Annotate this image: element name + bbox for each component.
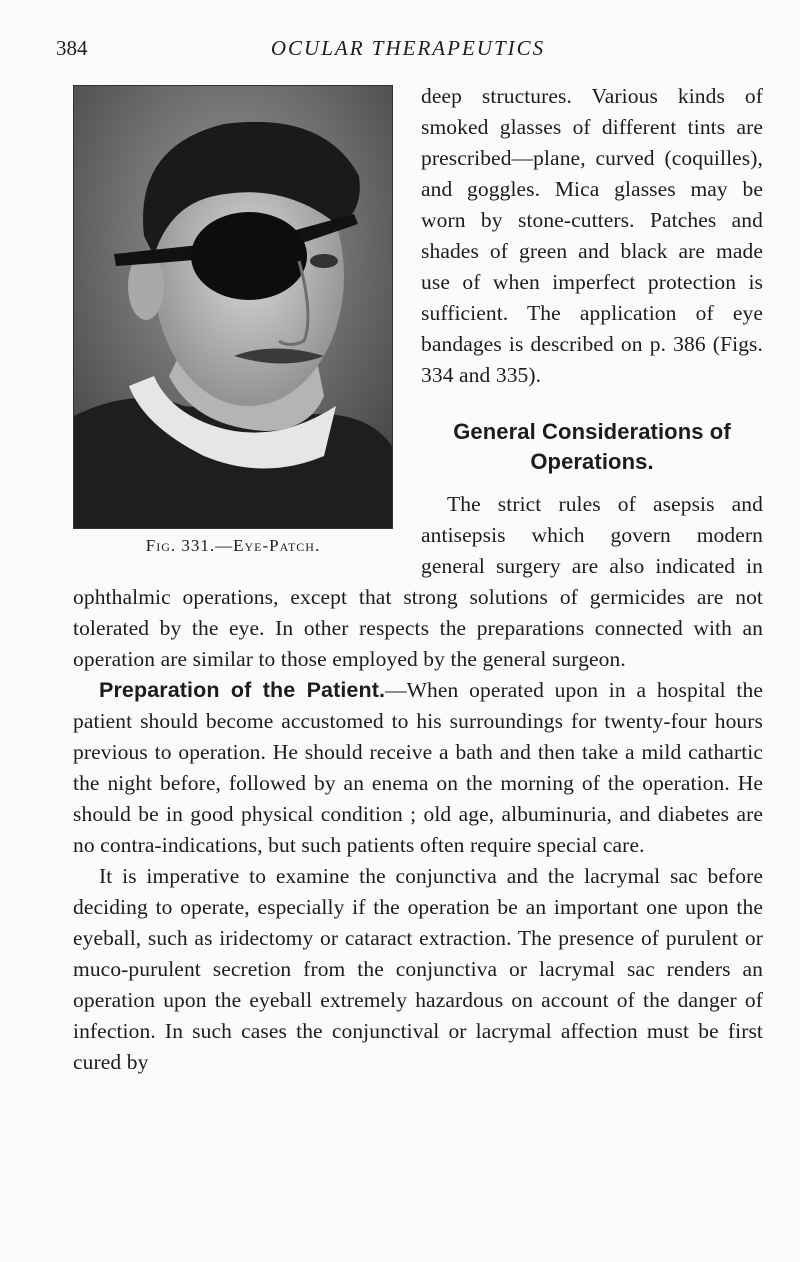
run-in-heading: Preparation of the Patient. [99,678,386,702]
running-head: OCULAR THERAPEUTICS [270,36,546,60]
page-header [56,36,760,66]
paragraph-3-text: —When operated upon in a hospital the patient should become accustomed to his surroundings for twenty-four hours previous to operation. He should receive a bath and then take a mild cathartic the night before, followed by an enema on the morning of the operation. He should be in good physical condition ; old age, albuminuria, and diabetes are no contra-indications, but such patients often require special care. [73,678,763,857]
figure-331 [73,85,393,557]
figure-caption-text: Fig. 331.—Eye-Patch. [145,536,321,555]
figure-caption [73,535,393,557]
paragraph-1: deep structures. Various kinds of smoked glasses of different tints are prescribed—plane, curved (coquilles), and goggles. Mica glasses may be worn by stone-cutters. Patches and shades of green and black are made use of when imperfect protection is sufficient. The application of eye bandages is described on p. 386 (Figs. 334 and 335). [421,84,763,387]
paragraph-3 [73,675,763,861]
body-text [73,81,763,1078]
page-number: 384 [56,36,88,60]
paragraph-4: It is imperative to examine the conjunctiva and the lacrymal sac before deciding to operate, especially if the operation be an important one upon the eyeball, such as iridectomy or cataract extraction. The presence of purulent or muco-purulent secretion from the conjunctiva or lacrymal sac renders an operation upon the eyeball extremely hazardous on account of the danger of infection. In such cases the conjunctival or lacrymal affection must be first cured by [73,864,763,1074]
section-heading: General Considerations of Operations. [453,419,731,474]
eye-patch-portrait-photo [73,85,393,529]
paragraph-2: The strict rules of asepsis and antisepsis which govern modern general surgery are also indicated in ophthalmic operations, except that strong solutions of germicides are not tolerated by the eye. In other respects the preparations connected with an operation are similar to those employed by the general surgeon. [73,492,763,671]
